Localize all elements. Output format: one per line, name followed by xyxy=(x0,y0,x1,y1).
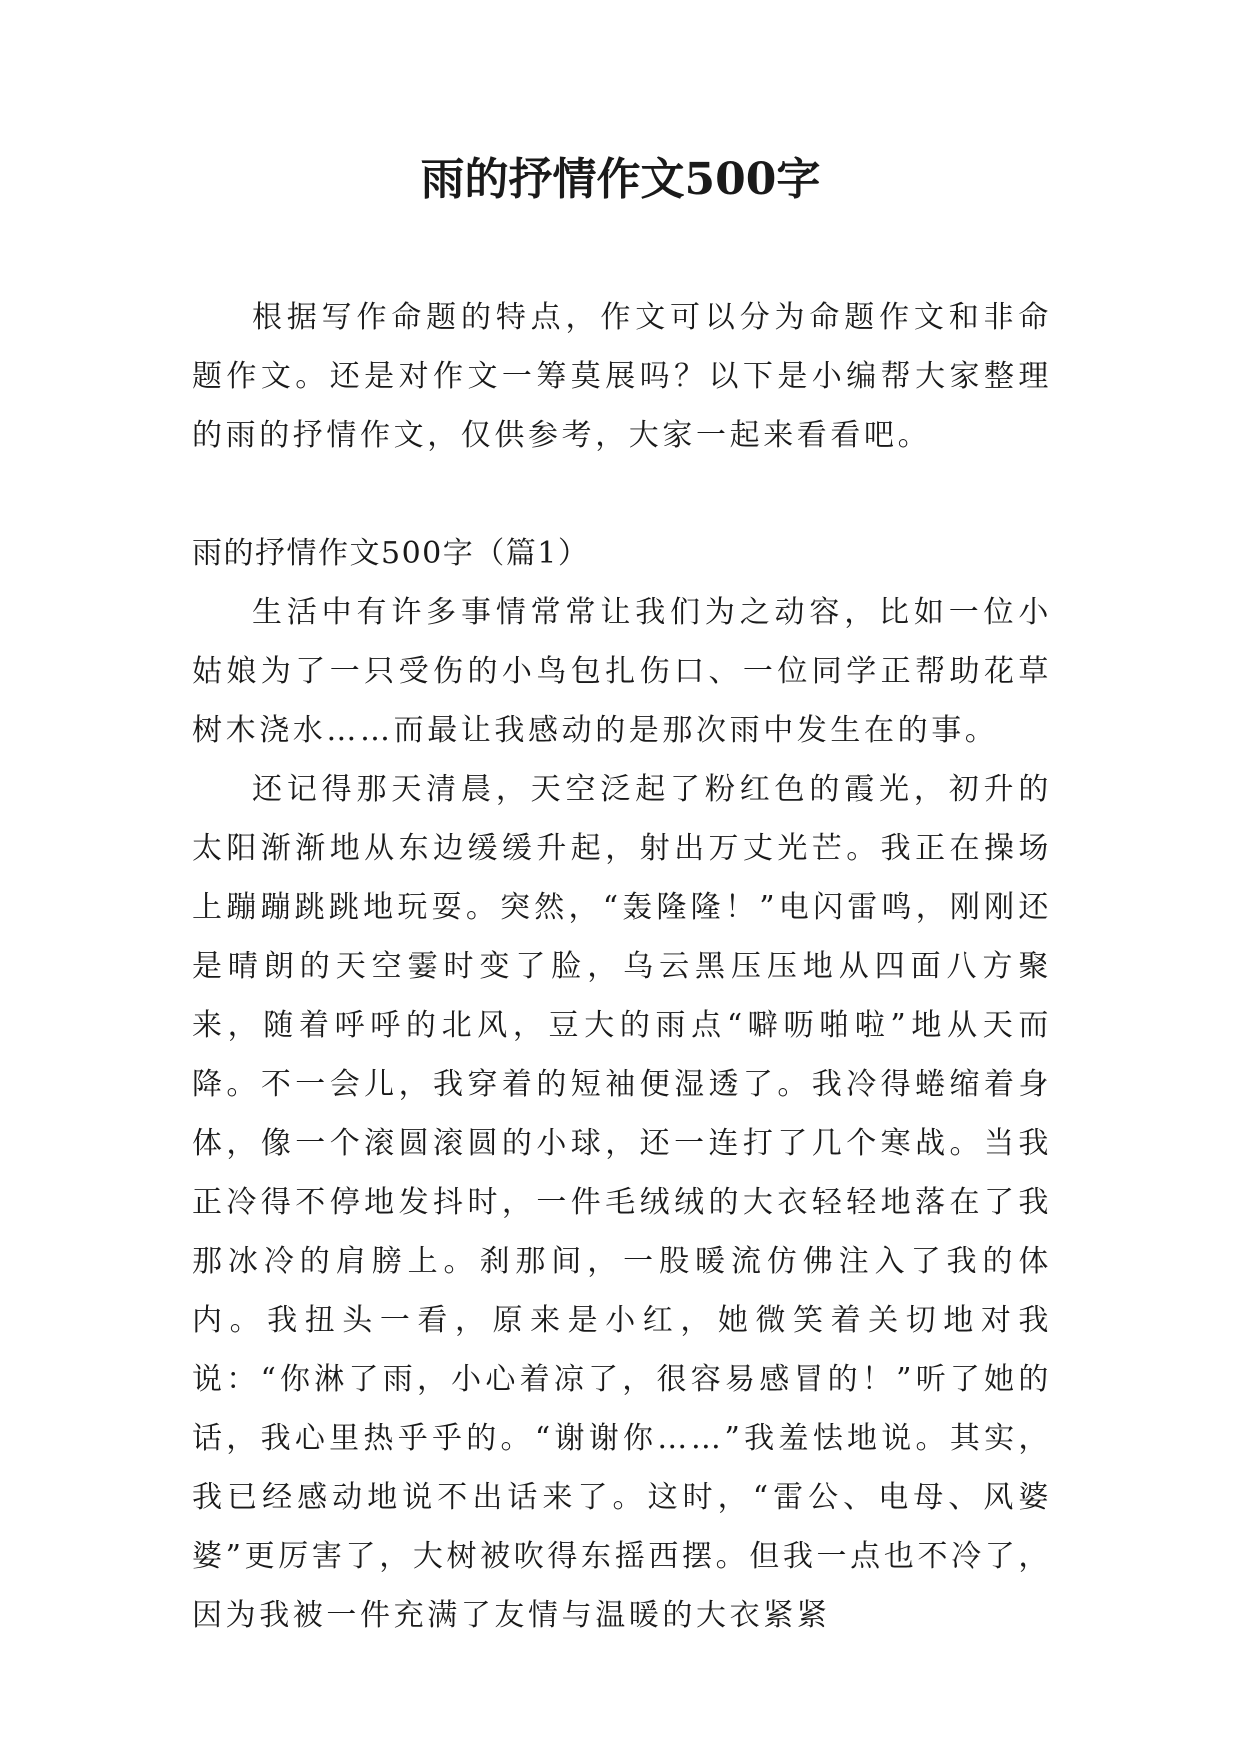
document-body xyxy=(192,288,1052,1645)
document-title: 雨的抒情作文500字 xyxy=(420,154,821,205)
intro-paragraph: 根据写作命题的特点，作文可以分为命题作文和非命题作文。还是对作文一筹莫展吗？以下是小编帮大家整理的雨的抒情作文，仅供参考，大家一起来看看吧。 xyxy=(192,300,1052,453)
section-title: 雨的抒情作文500字（篇1） xyxy=(192,536,590,571)
body-paragraph-2: 还记得那天清晨，天空泛起了粉红色的霞光，初升的太阳渐渐地从东边缓缓升起，射出万丈光芒。我正在操场上蹦蹦跳跳地玩耍。突然，“轰隆隆！”电闪雷鸣，刚刚还是晴朗的天空霎时变了脸，乌云黑压压地从四面八方聚来，随着呼呼的北风，豆大的雨点“噼呖啪啦”地从天而降。不一会儿，我穿着的短袖便湿透了。我冷得蜷缩着身体，像一个滚圆滚圆的小球，还一连打了几个寒战。当我正冷得不停地发抖时，一件毛绒绒的大衣轻轻地落在了我那冰冷的肩膀上。刹那间，一股暖流仿佛注入了我的体内。我扭头一看，原来是小红，她微笑着关切地对我说：“你淋了雨，小心着凉了，很容易感冒的！”听了她的话，我心里热乎乎的。“谢谢你……”我羞怯地说。其实，我已经感动地说不出话来了。这时，“雷公、电母、风婆婆”更厉害了，大树被吹得东摇西摆。但我一点也不冷了，因为我被一件充满了友情与温暖的大衣紧紧 xyxy=(192,772,1052,1633)
body-paragraph-1: 生活中有许多事情常常让我们为之动容，比如一位小姑娘为了一只受伤的小鸟包扎伤口、一位同学正帮助花草树木浇水……而最让我感动的是那次雨中发生在的事。 xyxy=(192,595,1052,748)
